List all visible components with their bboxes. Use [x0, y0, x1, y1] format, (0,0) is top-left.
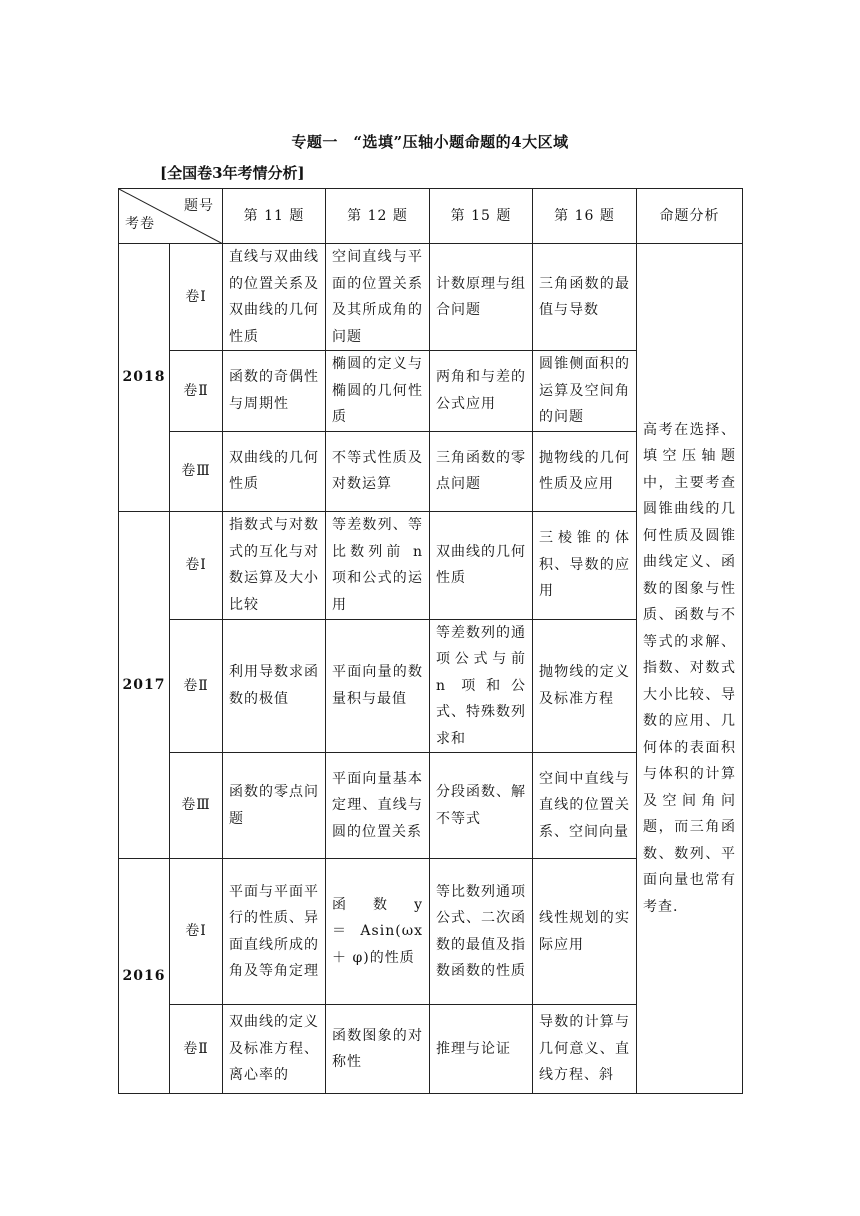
- paper-cell: 卷Ⅱ: [170, 1005, 223, 1094]
- q12-cell: 椭圆的定义与椭圆的几何性质: [326, 351, 430, 432]
- q15-cell: 双曲线的几何性质: [430, 511, 533, 619]
- table-row: [119, 244, 743, 351]
- q16-cell: 三棱锥的体积、导数的应用: [533, 511, 637, 619]
- year-cell-2018: 2018: [119, 244, 170, 512]
- q15-cell: 三角函数的零点问题: [430, 431, 533, 511]
- q11-cell: 双曲线的几何性质: [223, 431, 326, 511]
- q11-cell: 平面与平面平行的性质、异面直线所成的角及等角定理: [223, 859, 326, 1005]
- header-analysis: 命题分析: [637, 189, 743, 244]
- paper-cell: 卷Ⅰ: [170, 859, 223, 1005]
- corner-label-question: 题号: [184, 198, 214, 214]
- q16-cell: 空间中直线与直线的位置关系、空间向量: [533, 753, 637, 859]
- paper-cell: 卷Ⅱ: [170, 619, 223, 753]
- q15-cell: 推理与论证: [430, 1005, 533, 1094]
- analysis-cell: 高考在选择、填空压轴题中，主要考查圆锥曲线的几何性质及圆锥曲线定义、函数的图象与性质、函数与不等式的求解、指数、对数式大小比较、导数的应用、几何体的表面积与体积的计算及空间角问题，而三角函数、数列、平面向量也常有考查.: [637, 244, 743, 1094]
- header-q12: 第 12 题: [326, 189, 430, 244]
- q11-cell: 函数的零点问题: [223, 753, 326, 859]
- paper-cell: 卷Ⅰ: [170, 511, 223, 619]
- q16-cell: 抛物线的几何性质及应用: [533, 431, 637, 511]
- page-title: 专题一 “选填”压轴小题命题的4大区域: [291, 133, 569, 151]
- q16-cell: 线性规划的实际应用: [533, 859, 637, 1005]
- q16-cell: 三角函数的最值与导数: [533, 244, 637, 351]
- q11-cell: 利用导数求函数的极值: [223, 619, 326, 753]
- q16-cell: 圆锥侧面积的运算及空间角的问题: [533, 351, 637, 432]
- table-header-row: [119, 189, 743, 244]
- q11-cell: 函数的奇偶性与周期性: [223, 351, 326, 432]
- q12-cell: 空间直线与平面的位置关系及其所成角的问题: [326, 244, 430, 351]
- header-q16: 第 16 题: [533, 189, 637, 244]
- q12-cell: 等差数列、等比数列前 n 项和公式的运用: [326, 511, 430, 619]
- q11-cell: 双曲线的定义及标准方程、离心率的: [223, 1005, 326, 1094]
- paper-cell: 卷Ⅲ: [170, 431, 223, 511]
- corner-label-paper: 考卷: [125, 215, 155, 232]
- q16-cell: 导数的计算与几何意义、直线方程、斜: [533, 1005, 637, 1094]
- q11-cell: 直线与双曲线的位置关系及双曲线的几何性质: [223, 244, 326, 351]
- q12-cell: 函数图象的对称性: [326, 1005, 430, 1094]
- q12-cell: 平面向量的数量积与最值: [326, 619, 430, 753]
- year-cell-2016: 2016: [119, 859, 170, 1094]
- q15-cell: 两角和与差的公式应用: [430, 351, 533, 432]
- q15-cell: 计数原理与组合问题: [430, 244, 533, 351]
- paper-cell: 卷Ⅱ: [170, 351, 223, 432]
- q15-cell: 等比数列通项公式、二次函数的最值及指数函数的性质: [430, 859, 533, 1005]
- q15-cell: 分段函数、解不等式: [430, 753, 533, 859]
- table-corner-cell: [119, 189, 223, 244]
- q12-cell: 函 数 y ＝Asin(ωx ＋ φ)的性质: [326, 859, 430, 1005]
- q11-cell: 指数式与对数式的互化与对数运算及大小比较: [223, 511, 326, 619]
- q12-cell: 不等式性质及对数运算: [326, 431, 430, 511]
- exam-analysis-table: [118, 188, 743, 1094]
- paper-cell: 卷Ⅰ: [170, 244, 223, 351]
- q12-cell: 平面向量基本定理、直线与圆的位置关系: [326, 753, 430, 859]
- year-cell-2017: 2017: [119, 511, 170, 859]
- paper-cell: 卷Ⅲ: [170, 753, 223, 859]
- q15-cell: 等差数列的通项公式与前 n 项和公式、特殊数列求和: [430, 619, 533, 753]
- header-q11: 第 11 题: [223, 189, 326, 244]
- section-subtitle: [全国卷3年考情分析]: [160, 164, 305, 182]
- q16-cell: 抛物线的定义及标准方程: [533, 619, 637, 753]
- header-q15: 第 15 题: [430, 189, 533, 244]
